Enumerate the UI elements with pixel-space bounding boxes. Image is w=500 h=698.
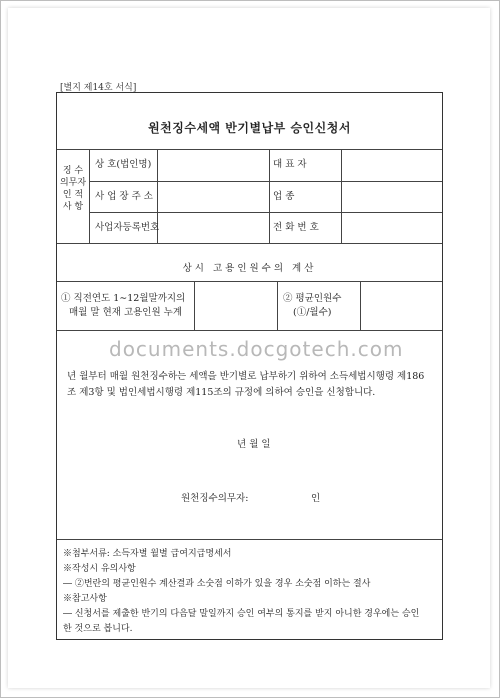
note-writing-guide-title: ※작성시 유의사항 bbox=[63, 564, 136, 574]
rule-top bbox=[57, 149, 442, 150]
rule-section-header-bottom bbox=[57, 281, 442, 282]
rule-statement-bottom bbox=[57, 539, 442, 540]
rule-calc-3 bbox=[360, 281, 361, 330]
trade-name-label: 상 호(법인명) bbox=[95, 159, 152, 170]
rule-right-label-col bbox=[341, 149, 342, 243]
watermark: documents.docgotech.com bbox=[109, 337, 404, 361]
applicant-label: 원천징수의무자: bbox=[181, 493, 249, 504]
statement-line-2: 조 제3항 및 법인세법시행령 제115조의 규정에 의하여 승인을 신청합니다. bbox=[67, 387, 376, 398]
calc-item1-line1: ① 직전연도 1∼12월말까지의 bbox=[61, 293, 186, 304]
calc-item1-line2: 매월 말 현재 고용인원 누계 bbox=[69, 307, 183, 318]
statement-text bbox=[67, 369, 435, 401]
application-form bbox=[56, 92, 443, 640]
note-writing-guide: ― ②번란의 평균인원수 계산결과 소숫점 이하가 있을 경우 소숫점 이하는 절사 bbox=[63, 579, 371, 589]
note-attachments: ※첨부서류: 소득자별 월별 급여지급명세서 bbox=[63, 549, 232, 559]
note-reference-line1: ― 신청서를 제출한 반기의 다음달 말일까지 승인 여부의 통지를 받지 아니한 경우에는 승인 bbox=[63, 609, 420, 619]
rule-calc-2 bbox=[277, 281, 278, 330]
date-line: 년 월 일 bbox=[237, 439, 271, 450]
note-reference-line2: 한 것으로 봅니다. bbox=[63, 624, 133, 634]
statement-line-1: 년 월부터 매월 원천징수하는 세액을 반기별로 납부하기 위하여 소득세법시행령 제186 bbox=[67, 371, 425, 382]
form-title: 원천징수세액 반기별납부 승인신청서 bbox=[148, 121, 351, 135]
note-reference-title: ※참고사항 bbox=[63, 594, 107, 604]
rule-side-col bbox=[89, 149, 90, 243]
business-reg-number-label: 사업자등록번호 bbox=[95, 222, 160, 233]
section-header: 상시 고용인원수의 계산 bbox=[182, 263, 317, 274]
calc-item2-line2: (①/월수) bbox=[293, 307, 332, 318]
withholder-info-label: 징 수 의무자 인 적 사 항 bbox=[59, 166, 87, 212]
notes-block bbox=[63, 547, 439, 637]
rule-info-bottom bbox=[57, 243, 442, 244]
rule-info-1 bbox=[89, 181, 442, 182]
applicant-seal: 인 bbox=[311, 493, 321, 504]
rule-calc-1 bbox=[194, 281, 195, 330]
form-label: [별지 제14호 서식] bbox=[60, 83, 137, 93]
business-address-label: 사 업 장 주 소 bbox=[95, 191, 153, 202]
calc-item2-line1: ② 평균인원수 bbox=[283, 293, 342, 304]
representative-label: 대 표 자 bbox=[273, 159, 307, 170]
business-type-label: 업 종 bbox=[273, 191, 295, 202]
rule-mid-col bbox=[269, 149, 270, 243]
rule-calc-bottom bbox=[57, 330, 442, 331]
rule-info-2 bbox=[89, 212, 442, 213]
phone-number-label: 전 화 번 호 bbox=[273, 222, 319, 233]
